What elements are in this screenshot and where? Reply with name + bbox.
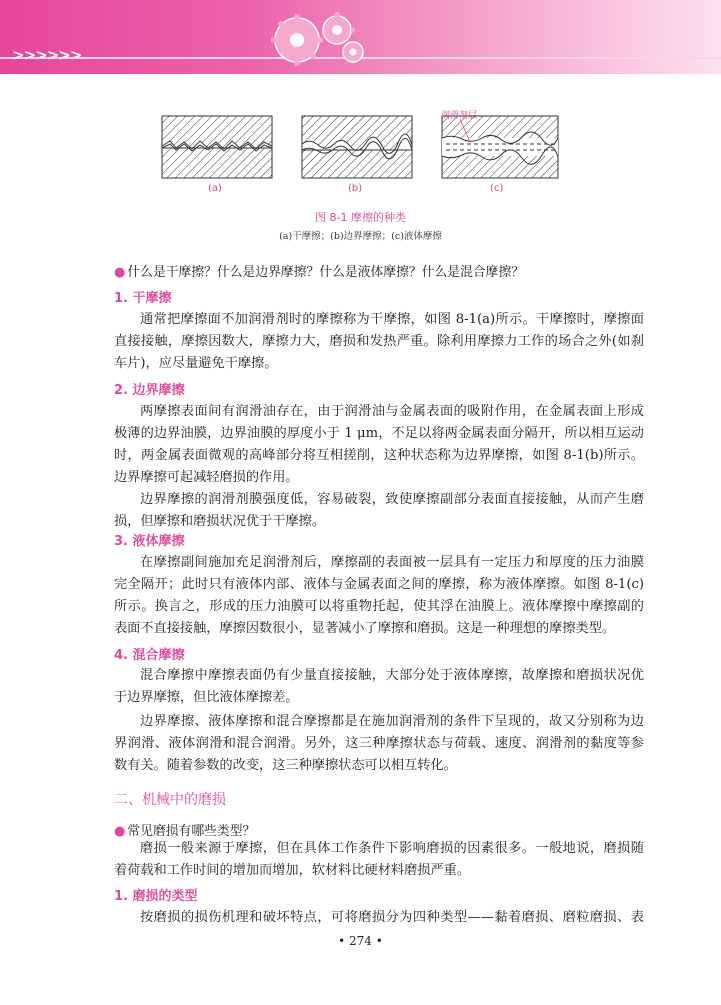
page-number: • 274 • [338, 934, 383, 948]
gear-icon [265, 8, 375, 70]
heading-mixed-friction: 4. 混合摩擦 [114, 648, 185, 663]
paragraph-line: 按磨损的损伤机理和破坏特点，可将磨损分为四种类型——黏着磨损、磨粒磨损、表 [140, 910, 644, 925]
heading-dry-friction: 1. 干摩擦 [114, 291, 172, 306]
paragraph-line: 着荷载和工作时间的增加而增加，软材料比硬材料磨损严重。 [114, 863, 471, 878]
paragraph-line: 直接接触，摩擦因数大，摩擦力大，磨损和发热严重。除利用摩擦力工作的场合之外(如刹 [114, 334, 644, 349]
paragraph-line: 混合摩擦中摩擦表面仍有少量直接接触，大部分处于液体摩擦，故摩擦和磨损状况优 [140, 668, 644, 683]
paragraph-line: 边界摩擦可起减轻磨损的作用。 [114, 470, 299, 485]
question-friction-types: ● 什么是干摩擦？什么是边界摩擦？什么是液体摩擦？什么是混合摩擦？ [114, 265, 525, 280]
lubricant-layer-label: 润滑剂层 [441, 111, 478, 121]
paragraph-line: 边界摩擦、液体摩擦和混合摩擦都是在施加润滑剂的条件下呈现的，故又分别称为边 [140, 714, 644, 729]
paragraph-line: 时，两金属表面微观的高峰部分将互相搓削，这种状态称为边界摩擦，如图 8-1(b)所示。 [114, 448, 644, 463]
paragraph-line: 数有关。随着参数的改变，这三种摩擦状态可以相互转化。 [114, 758, 457, 773]
paragraph-line: 损，但摩擦和磨损状况优于干摩擦。 [114, 514, 325, 529]
diagram-a [162, 116, 272, 178]
figure-label-a: (a) [208, 183, 222, 194]
section-title-wear: 二、机械中的磨损 [114, 792, 226, 808]
paragraph-line: 边界摩擦的润滑剂膜强度低，容易破裂，致使摩擦副部分表面直接接触，从而产生磨 [140, 492, 644, 507]
figure-caption: 图 8-1 摩擦的种类 [315, 211, 406, 224]
figure-subcaption: (a)干摩擦；(b)边界摩擦；(c)液体摩擦 [279, 231, 442, 242]
paragraph-line: 所示。换言之，形成的压力油膜可以将重物托起，使其浮在油膜上。液体摩擦中摩擦副的 [114, 599, 644, 614]
heading-boundary-friction: 2. 边界摩擦 [114, 383, 185, 398]
figure-label-c: (c) [490, 183, 504, 194]
paragraph-line: 界润滑、液体润滑和混合润滑。另外，这三种摩擦状态与荷载、速度、润滑剂的黏度等参 [114, 736, 644, 751]
diagram-c [442, 116, 558, 178]
heading-fluid-friction: 3. 液体摩擦 [114, 534, 185, 549]
paragraph-line: 极薄的边界油膜，边界油膜的厚度小于 1 μm，不足以将两金属表面分隔开，所以相互运动 [114, 426, 644, 441]
chevron-arrows-icon: >>>>>> [12, 46, 82, 64]
question-wear-types: ● 常见磨损有哪些类型？ [114, 824, 256, 839]
paragraph-line: 表面不直接接触，摩擦因数很小，显著减小了摩擦和磨损。这是一种理想的摩擦类型。 [114, 621, 616, 636]
paragraph-line: 于边界摩擦，但比液体摩擦差。 [114, 690, 299, 705]
paragraph-line: 磨损一般来源于摩擦，但在具体工作条件下影响磨损的因素很多。一般地说，磨损随 [140, 841, 644, 856]
paragraph-line: 车片)，应尽量避免干摩擦。 [114, 356, 278, 371]
bullet-icon: ● [114, 824, 126, 839]
diagram-b [302, 116, 412, 178]
paragraph-line: 在摩擦副间施加充足润滑剂后，摩擦副的表面被一层具有一定压力和厚度的压力油膜 [140, 555, 644, 570]
paragraph-line: 两摩擦表面间有润滑油存在，由于润滑油与金属表面的吸附作用，在金属表面上形成 [140, 404, 644, 419]
figure-label-b: (b) [348, 183, 363, 194]
paragraph-line: 完全隔开；此时只有液体内部、液体与金属表面之间的摩擦，称为液体摩擦。如图 8-1(c) [114, 577, 644, 592]
heading-wear-types: 1. 磨损的类型 [114, 889, 198, 904]
bullet-icon: ● [114, 265, 126, 280]
paragraph-line: 通常把摩擦面不加润滑剂时的摩擦称为干摩擦，如图 8-1(a)所示。干摩擦时，摩擦面 [140, 312, 644, 327]
